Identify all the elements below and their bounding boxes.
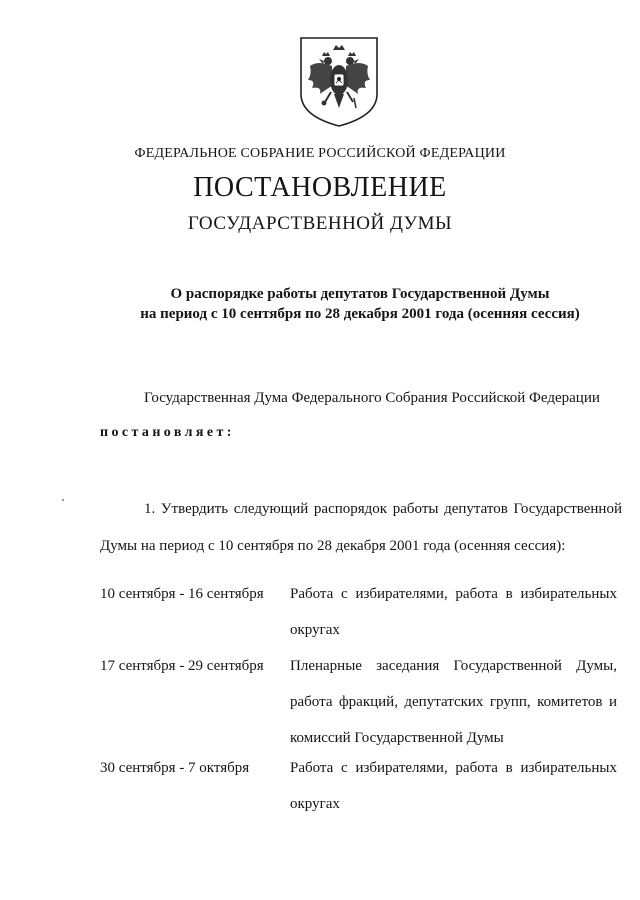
title-line-1: О распорядке работы депутатов Государственной Думы xyxy=(170,286,550,302)
schedule-period: 17 сентября - 29 сентября xyxy=(100,658,264,674)
document-type: ПОСТАНОВЛЕНИЕ xyxy=(193,172,447,203)
coat-of-arms-emblem xyxy=(298,36,380,128)
resolves-word: постановляет: xyxy=(100,425,235,440)
issuing-body: ГОСУДАРСТВЕННОЙ ДУМЫ xyxy=(187,213,453,234)
schedule-period: 30 сентября - 7 октября xyxy=(100,760,250,776)
title-line-2: на период с 10 сентября по 28 декабря 2001 года (осенняя сессия) xyxy=(140,306,580,322)
schedule-activity: Работа с избирателями, работа в избирательных округах xyxy=(290,586,617,638)
document-title xyxy=(0,284,640,324)
schedule-period: 10 сентября - 16 сентября xyxy=(100,586,264,602)
schedule-activity: Пленарные заседания Государственной Думы, работа фракций, депутатских групп, комитетов и комиссий Государственной Думы xyxy=(290,658,617,746)
organization-name: ФЕДЕРАЛЬНОЕ СОБРАНИЕ РОССИЙСКОЙ ФЕДЕРАЦИИ xyxy=(134,146,506,161)
double-headed-eagle-icon xyxy=(298,36,380,128)
scan-speck xyxy=(62,499,64,501)
schedule-activity: Работа с избирателями, работа в избирательных округах xyxy=(290,760,617,812)
preamble: Государственная Дума Федерального Собрания Российской Федерации xyxy=(144,390,600,406)
clause-1: 1. Утвердить следующий распорядок работы депутатов Государственной Думы на период с 10 сентября по 28 декабря 2001 года (осенняя сессия): xyxy=(100,501,622,554)
